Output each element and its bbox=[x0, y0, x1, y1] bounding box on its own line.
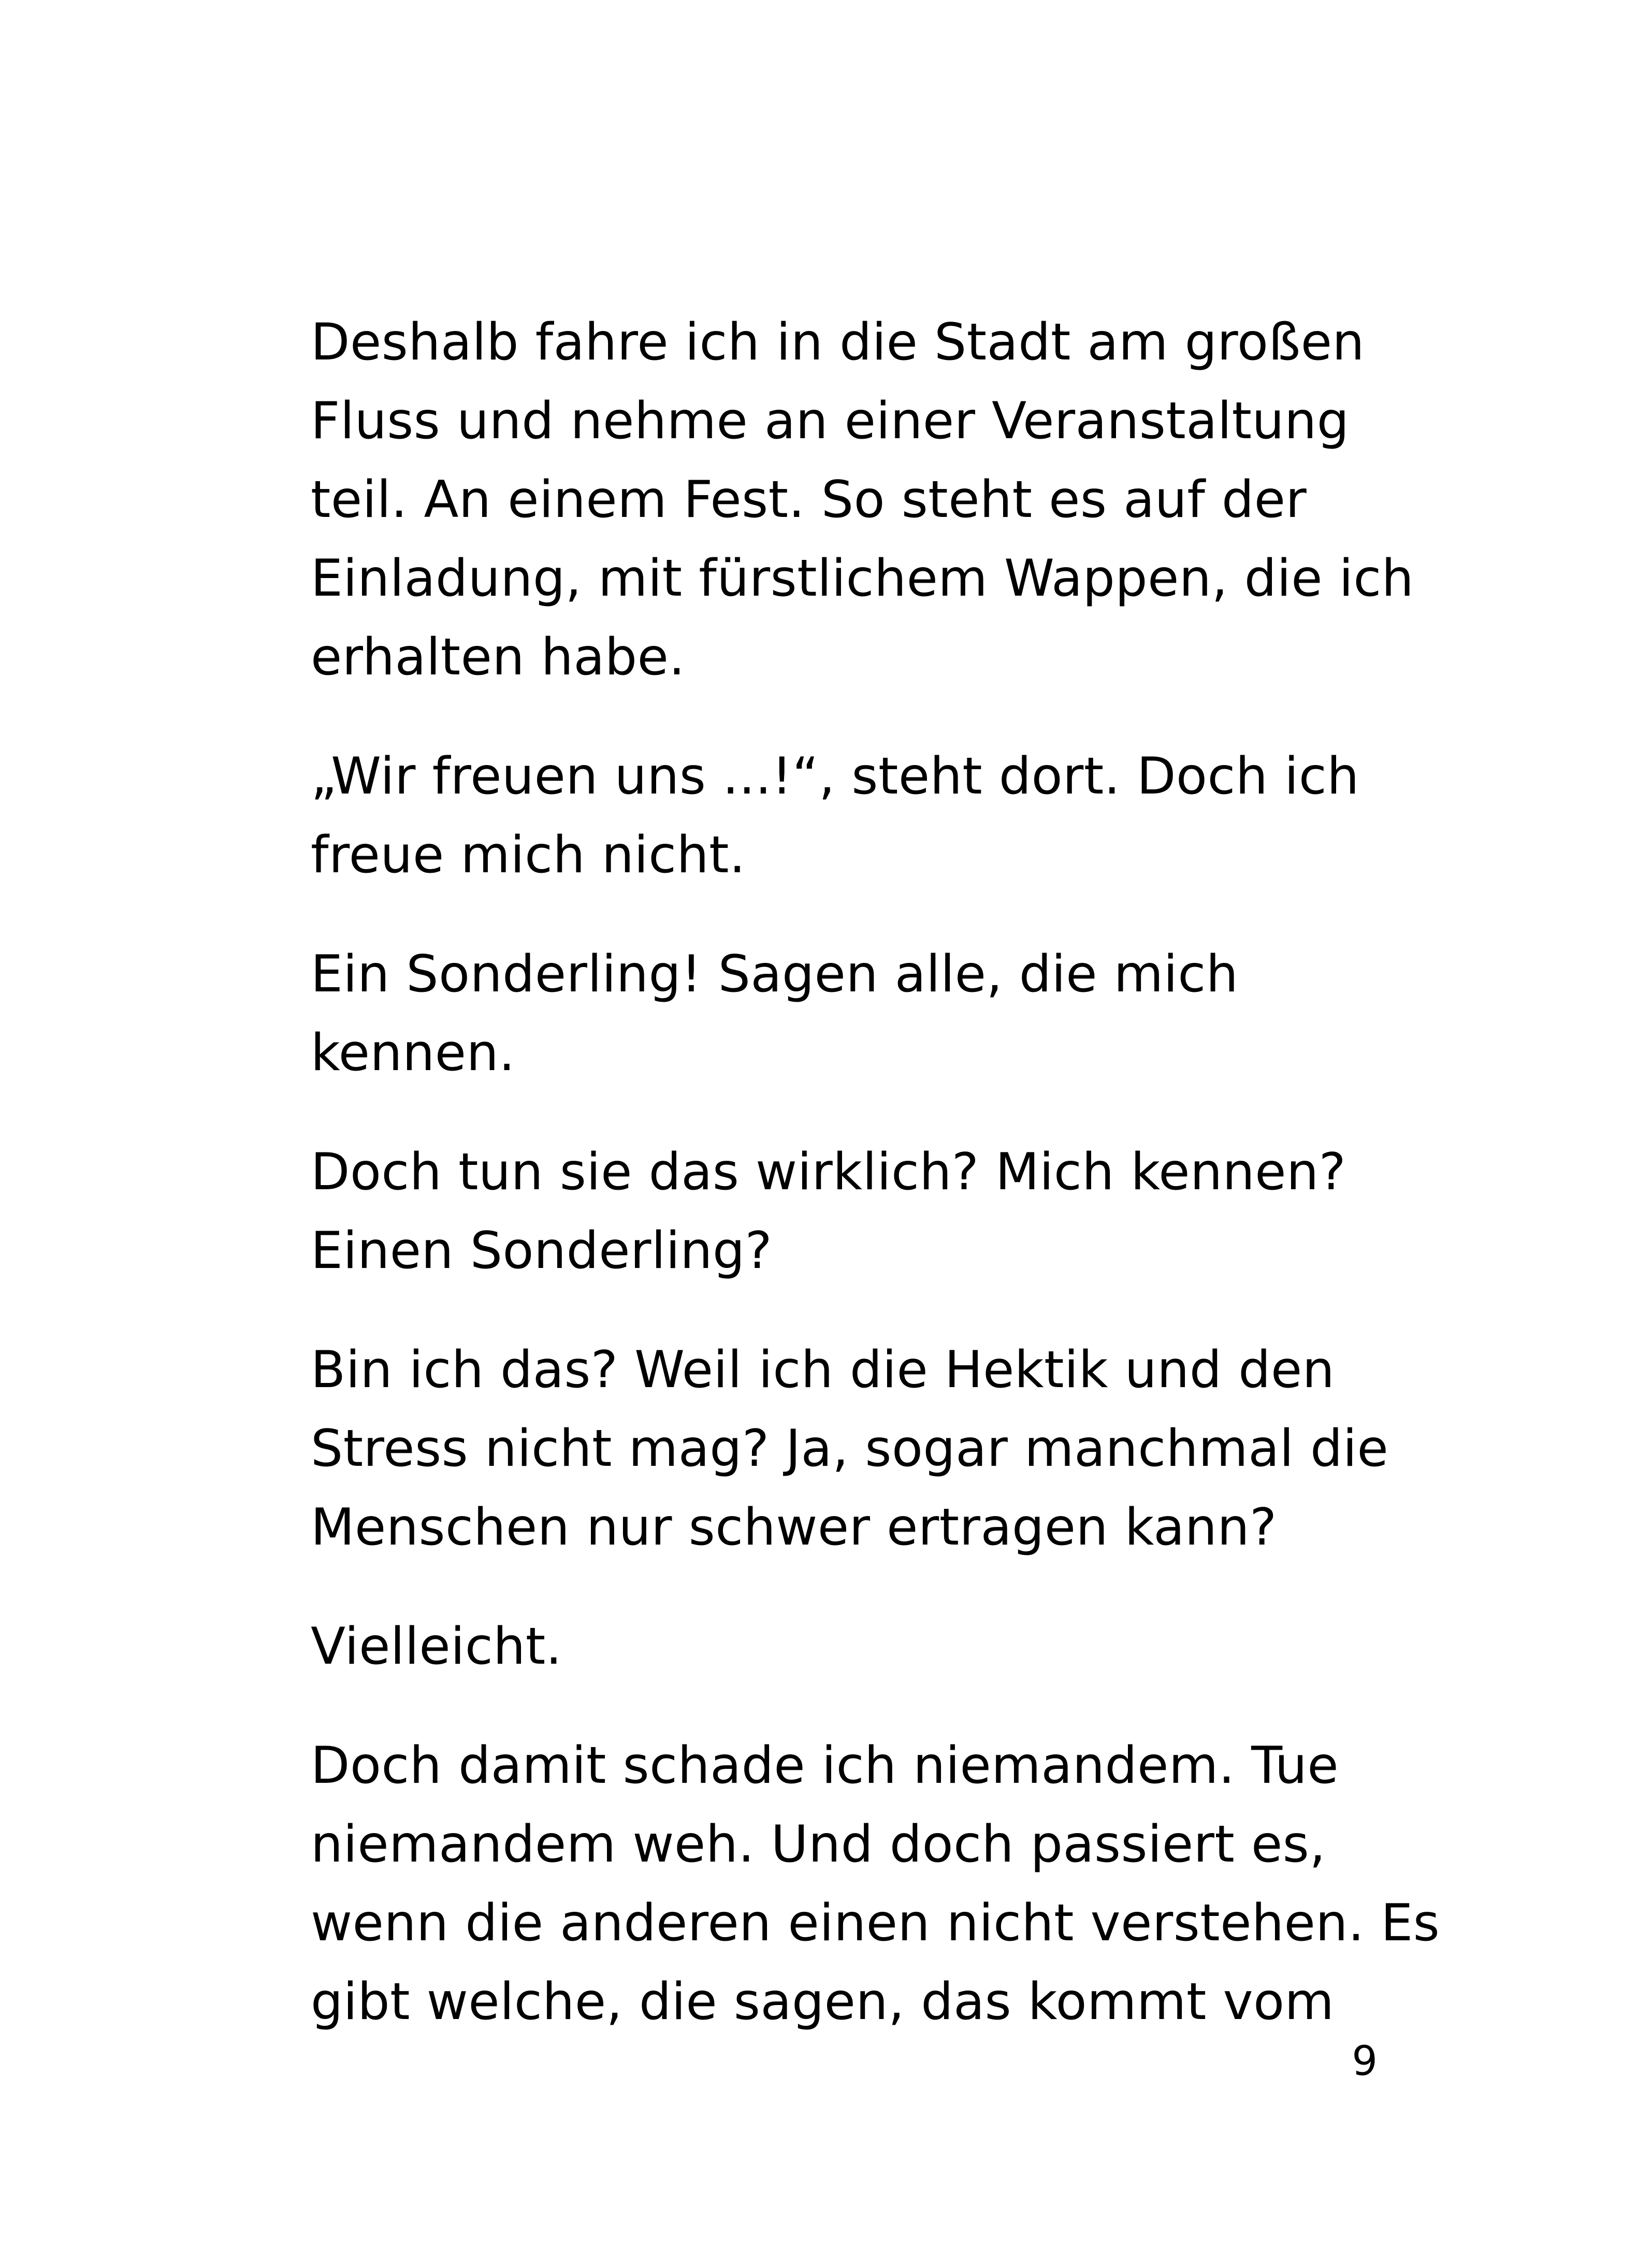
text-line: Doch tun sie das wirklich? Mich kennen? bbox=[311, 1143, 1346, 1202]
text-line: Doch damit schade ich niemandem. Tue bbox=[311, 1736, 1339, 1795]
text-line: niemandem weh. Und doch passiert es, bbox=[311, 1815, 1326, 1874]
paragraph bbox=[311, 1331, 1414, 1567]
paragraph bbox=[311, 303, 1414, 697]
paragraph bbox=[311, 1133, 1414, 1290]
text-line: Einladung, mit fürstlichem Wappen, die ich bbox=[311, 549, 1414, 608]
paragraph bbox=[311, 1726, 1440, 2041]
text-line: Vielleicht. bbox=[311, 1617, 562, 1676]
text-line: Bin ich das? Weil ich die Hektik und den bbox=[311, 1340, 1335, 1400]
paragraph bbox=[311, 1607, 1414, 1686]
text-line: Einen Sonderling? bbox=[311, 1221, 773, 1280]
text-line: teil. An einem Fest. So steht es auf der bbox=[311, 470, 1307, 529]
text-line: Fluss und nehme an einer Veranstaltung bbox=[311, 392, 1350, 451]
text-line: freue mich nicht. bbox=[311, 826, 746, 885]
text-line: Menschen nur schwer ertragen kann? bbox=[311, 1498, 1277, 1557]
paragraph bbox=[311, 737, 1414, 895]
page-number: 9 bbox=[1352, 2038, 1378, 2085]
text-line: „Wir freuen uns ...!“, steht dort. Doch ich bbox=[311, 747, 1359, 806]
text-line: erhalten habe. bbox=[311, 628, 686, 687]
text-line: Ein Sonderling! Sagen alle, die mich bbox=[311, 945, 1239, 1004]
paragraph bbox=[311, 935, 1414, 1092]
text-line: kennen. bbox=[311, 1023, 515, 1083]
text-line: Deshalb fahre ich in die Stadt am großen bbox=[311, 313, 1365, 372]
text-line: wenn die anderen einen nicht verstehen. Es bbox=[311, 1894, 1440, 1953]
body-text bbox=[311, 303, 1440, 2082]
text-line: Stress nicht mag? Ja, sogar manchmal die bbox=[311, 1419, 1389, 1478]
text-line: gibt welche, die sagen, das kommt vom bbox=[311, 1972, 1335, 2031]
